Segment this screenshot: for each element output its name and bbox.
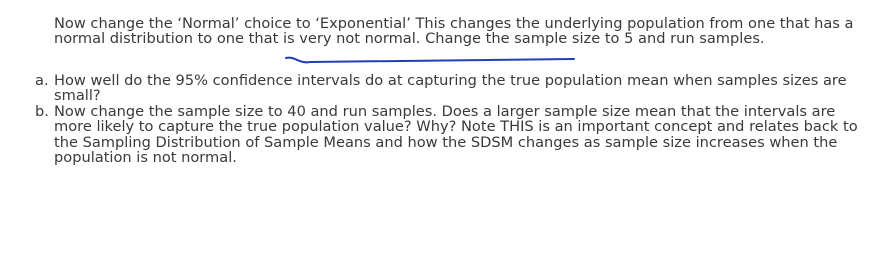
question-marker: b. bbox=[35, 102, 49, 120]
question-text: How well do the 95% confidence intervals do at capturing the true population mean when samples sizes are small? bbox=[54, 72, 847, 105]
question-marker: a. bbox=[35, 72, 49, 89]
question-item-a bbox=[0, 73, 870, 104]
instructions-paragraph: Now change the ‘Normal’ choice to ‘Exponential’ This changes the underlying population from one that has a normal distribution to one that is very not normal. Change the sample size to 5 and run samples. bbox=[54, 15, 854, 48]
question-list bbox=[0, 73, 870, 165]
underline-stroke bbox=[286, 58, 574, 63]
question-text: Now change the sample size to 40 and run samples. Does a larger sample size mean that the intervals are more likely to capture the true population value? Why? Note THIS is an important concept and relates back to the Sampling Distribution of Sample Means and how the SDSM changes as sample size increases when the population is not normal. bbox=[54, 102, 858, 167]
question-item-b bbox=[0, 104, 870, 166]
